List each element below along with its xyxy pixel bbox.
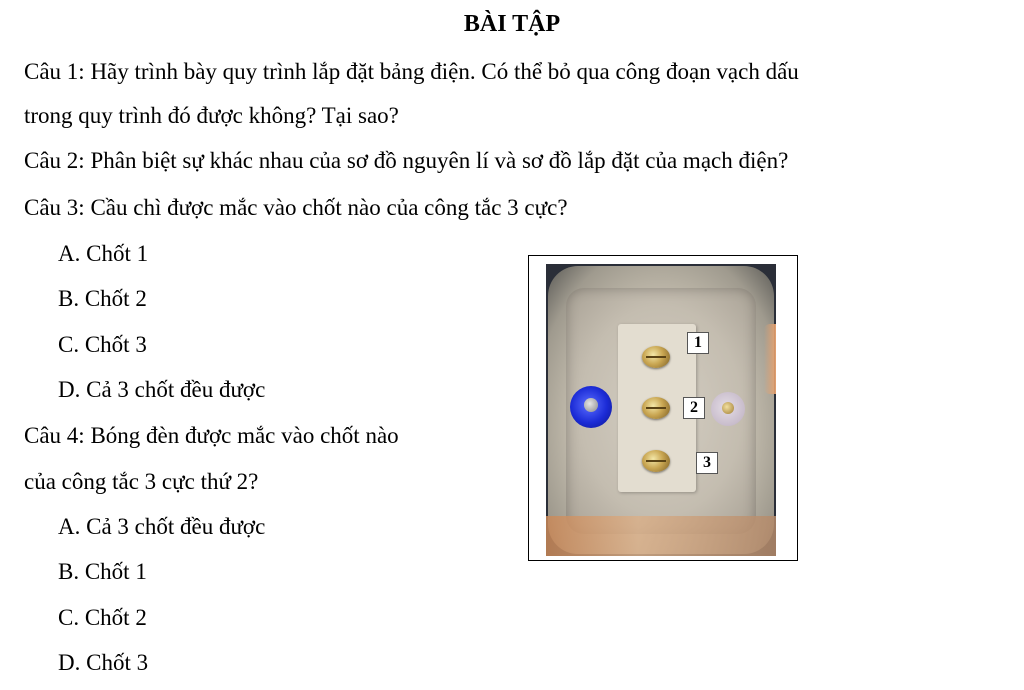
three-pole-switch-photo xyxy=(546,264,776,556)
side-light xyxy=(764,324,776,394)
question-4-option-a: A. Cả 3 chốt đều được xyxy=(58,514,266,539)
pin-label-2: 2 xyxy=(683,397,705,419)
terminal-screw-2 xyxy=(642,397,670,419)
question-4-option-d: D. Chốt 3 xyxy=(58,650,149,675)
question-3-option-d: D. Cả 3 chốt đều được xyxy=(58,377,266,402)
blue-terminal-knob xyxy=(570,386,612,428)
question-4-option-c: C. Chốt 2 xyxy=(58,605,147,630)
bottom-glow xyxy=(546,516,776,556)
switch-photo-frame xyxy=(528,255,798,561)
pin-label-3: 3 xyxy=(696,452,718,474)
question-1-line-1: Câu 1: Hãy trình bày quy trình lắp đặt bảng điện. Có thể bỏ qua công đoạn vạch dấu xyxy=(24,59,799,84)
question-3-option-a: A. Chốt 1 xyxy=(58,241,149,266)
pin-label-1: 1 xyxy=(687,332,709,354)
right-terminal-knob xyxy=(711,392,745,426)
question-1-line-2: trong quy trình đó được không? Tại sao? xyxy=(24,103,399,128)
question-4-line-1: Câu 4: Bóng đèn được mắc vào chốt nào xyxy=(24,423,399,448)
question-3-line-1: Câu 3: Cầu chì được mắc vào chốt nào của công tắc 3 cực? xyxy=(24,195,568,220)
terminal-screw-1 xyxy=(642,346,670,368)
question-3-option-b: B. Chốt 2 xyxy=(58,286,147,311)
page-title: BÀI TẬP xyxy=(463,11,561,37)
question-4-option-b: B. Chốt 1 xyxy=(58,559,147,584)
question-4-line-2: của công tắc 3 cực thứ 2? xyxy=(24,469,259,494)
question-2-line-1: Câu 2: Phân biệt sự khác nhau của sơ đồ nguyên lí và sơ đồ lắp đặt của mạch điện? xyxy=(24,148,789,173)
question-3-option-c: C. Chốt 3 xyxy=(58,332,147,357)
terminal-screw-3 xyxy=(642,450,670,472)
